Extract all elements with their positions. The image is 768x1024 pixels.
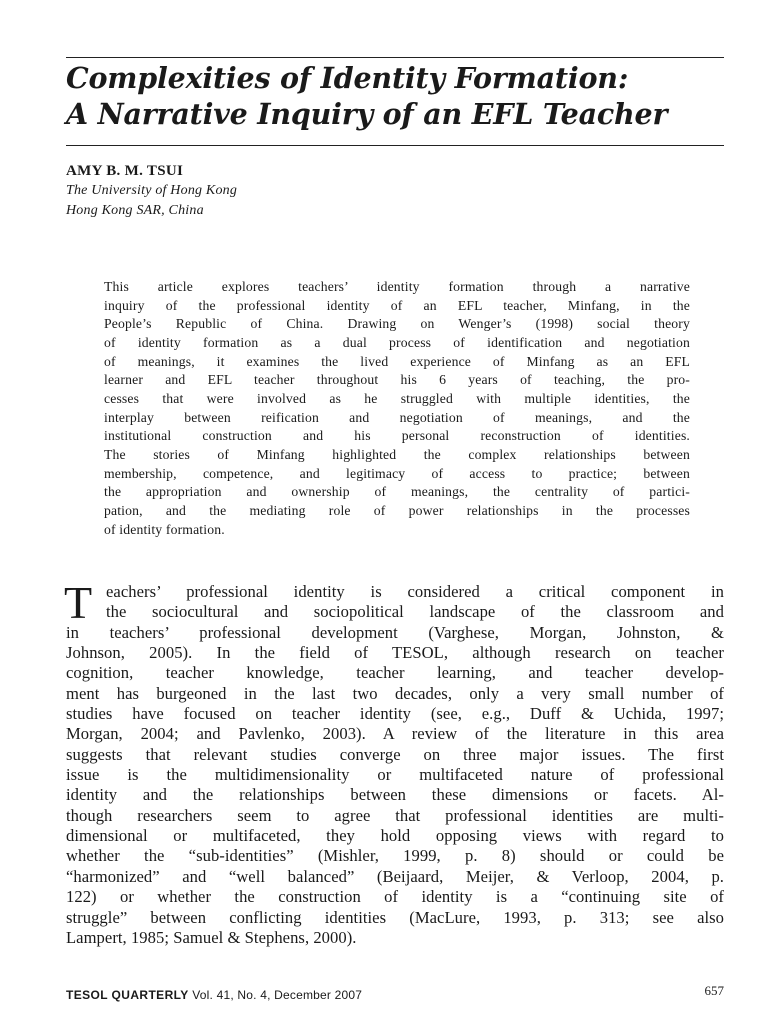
title-bottom-rule: [66, 145, 724, 146]
author-affiliation: The University of Hong Kong: [66, 183, 238, 198]
body-line: “harmonized” and “well balanced” (Beijaard, Meijer, & Verloop, 2004, p.: [66, 866, 724, 886]
abstract-line: pation, and the mediating role of power relationships in the processes: [104, 502, 690, 518]
body-line: though researchers seem to agree that professional identities are multi-: [66, 805, 724, 825]
body-line: suggests that relevant studies converge on three major issues. The first: [66, 744, 724, 764]
abstract-line: The stories of Minfang highlighted the complex relationships between: [104, 446, 690, 462]
drop-cap: T: [64, 577, 93, 628]
abstract-line: learner and EFL teacher throughout his 6 years of teaching, the pro-: [104, 372, 690, 388]
abstract-line: People’s Republic of China. Drawing on Wenger’s (1998) social theory: [104, 316, 690, 332]
abstract-line: inquiry of the professional identity of an EFL teacher, Minfang, in the: [104, 297, 690, 313]
title-top-rule: [66, 57, 724, 58]
body-line: ment has burgeoned in the last two decades, only a very small number of: [66, 683, 724, 703]
abstract: [104, 278, 690, 539]
body-line: 122) or whether the construction of identity is a “continuing site of: [66, 887, 724, 907]
body-line: issue is the multidimensionality or multifaceted nature of professional: [66, 765, 724, 785]
body-line: struggle” between conflicting identities (MacLure, 1993, p. 313; see also: [66, 907, 724, 927]
abstract-line: of identity formation.: [104, 521, 225, 537]
body-line: identity and the relationships between these dimensions or facets. Al-: [66, 785, 724, 805]
journal-issue: Vol. 41, No. 4, December 2007: [192, 988, 363, 1002]
abstract-line: of meanings, it examines the lived experience of Minfang as an EFL: [104, 353, 690, 369]
body-line: Lampert, 1985; Samuel & Stephens, 2000).: [66, 927, 357, 947]
body-line: studies have focused on teacher identity (see, e.g., Duff & Uchida, 1997;: [66, 704, 724, 724]
title-line: Complexities of Identity Formation:: [66, 61, 629, 95]
body-line: whether the “sub-identities” (Mishler, 1999, p. 8) should or could be: [66, 846, 724, 866]
abstract-line: of identity formation as a dual process of identification and negotiation: [104, 334, 690, 350]
abstract-line: the appropriation and ownership of meanings, the centrality of partici-: [104, 484, 690, 500]
body-paragraph: [64, 577, 724, 948]
body-line: dimensional or multifaceted, they hold opposing views with regard to: [66, 826, 724, 846]
body-line: Morgan, 2004; and Pavlenko, 2003). A review of the literature in this area: [66, 724, 724, 744]
body-line: the sociocultural and sociopolitical landscape of the classroom and: [106, 602, 724, 622]
abstract-line: institutional construction and his personal reconstruction of identities.: [104, 428, 690, 444]
author-location: Hong Kong SAR, China: [66, 203, 204, 218]
abstract-line: membership, competence, and legitimacy of access to practice; between: [104, 465, 690, 481]
journal-name: TESOL QUARTERLY: [66, 988, 189, 1002]
page-number: 657: [704, 983, 724, 998]
journal-citation: [66, 988, 362, 1002]
body-line: cognition, teacher knowledge, teacher learning, and teacher develop-: [66, 663, 724, 683]
abstract-line: cesses that were involved as he struggled with multiple identities, the: [104, 390, 690, 406]
title-line: A Narrative Inquiry of an EFL Teacher: [66, 97, 668, 131]
abstract-line: interplay between reification and negotiation of meanings, and the: [104, 409, 690, 425]
body-line: eachers’ professional identity is considered a critical component in: [106, 582, 724, 601]
article-title: [66, 60, 726, 132]
body-line: in teachers’ professional development (Varghese, Morgan, Johnston, &: [66, 622, 724, 642]
abstract-line: This article explores teachers’ identity formation through a narrative: [104, 279, 690, 294]
author-name: AMY B. M. TSUI: [66, 163, 184, 179]
body-line: Johnson, 2005). In the field of TESOL, although research on teacher: [66, 643, 724, 663]
